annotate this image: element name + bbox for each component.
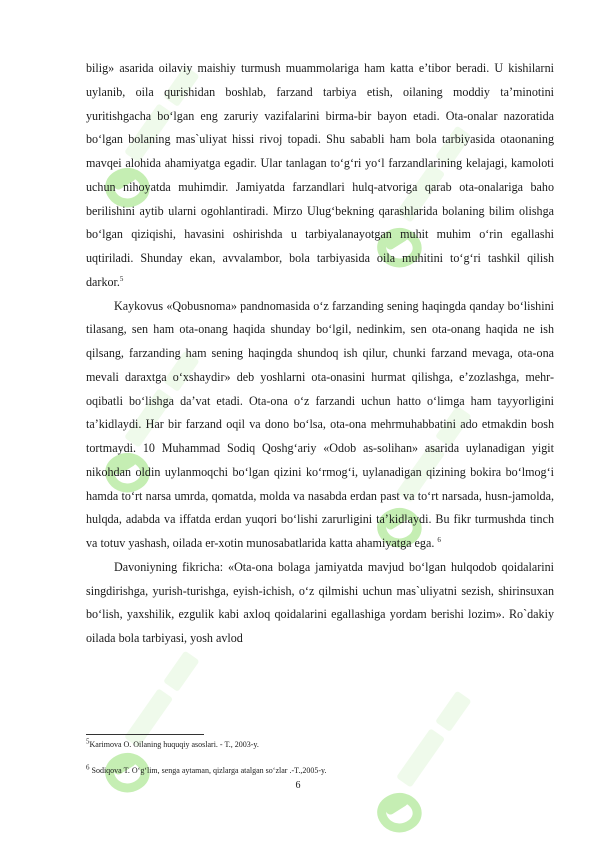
- footnote-item: [86, 739, 554, 751]
- paragraph-text: bilig» asarida oilaviy maishiy turmush muammolariga ham katta e’tibor beradi. U kishilarni uylanib, oila qurishidan boshlab, farzand tarbiya etish, oilaning moddiy ta’minotini yuritishgacha bo‘lgan eng zaruriy vazifalarini birma-bir bayon etadi. Ota-onalar nazoratida bo‘lgan bolaning mas`uliyat hissi rivoj topadi. Shu sababli ham bola tarbiyasida otaonaning mavqei alohida ahamiyatga egadir. Ular tanlagan to‘g‘ri yo‘l farzandlarining kelajagi, kamoloti uchun nihoyatda muhimdir. Jamiyatda farzandlari hulq-atvoriga qarab ota-onalariga baho berilishini aytib ularni ogohlantiradi. Mirzo Ulug‘bekning qarashlarida bolaning bilim olishga bo‘lgan qiziqishi, havasini oshirishda u tarbiyalanayotgan muhit muhim o‘rin egallashi uqtiriladi. Shunday ekan, avvalambor, bola tarbiyasida oila muhitini to‘g‘ri tashkil qilish darkor.: [86, 61, 554, 289]
- footnote-item: [86, 765, 554, 777]
- footnote-marker: 6: [86, 763, 90, 772]
- footnote-ref[interactable]: 6: [437, 535, 441, 544]
- paragraph-text: Kaykovus «Qobusnoma» pandnomasida o‘z farzanding sening haqingda qanday bo‘lishini tilasang, sen ham ota-onang haqida shunday bo‘lgil, nedinkim, sen ota-onang haqida ne ish qilsang, farzanding ham sening haqingda shundoq ish qilur, chunki farzand mevaga, ota-ona mevali daraxtga o‘xshaydir» deb yoshlarni ota-onasini hurmat qilishga, e’zozlashga, mehr-oqibatli bo‘lishga da’vat etadi. Ota-ona o‘z farzandi uchun hatto o‘limga ham tayyorligini ta’kidlaydi. Har bir farzand oqil va dono bo‘lsa, ota-ona mehrmuhabbatini ado etmakdin bosh tortmaydi. 10 Muhammad Sodiq Qoshg‘ariy «Odob as-solihan» asarida uylanadigan yigit nikohdan oldin uylanmoqchi bo‘lgan qizini ko‘rmog‘i, uylanadigan qizining bokira bo‘lmog‘i hamda to‘rt narsa umrda, qomatda, molda va nasabda erdan past va to‘rt narsada, husn-jamolda, hulqda, adabda va iffatda erdan yuqori bo‘lishi zarurligini ta’kidlaydi. Bu fikr turmushda tinch va totuv yashash, oilada er-xotin munosabatlarida katta ahamiyatga ega.: [86, 298, 554, 550]
- paragraph: [86, 295, 554, 556]
- footnote-text: Karimova O. Oilaning huquqiy asoslari. - T., 2003-y.: [89, 740, 259, 749]
- paragraph: [86, 556, 554, 651]
- footnote-text: Sodiqova T. O‘g‘lim, senga aytaman, qizlarga atalgan so‘zlar .-T.,2005-y.: [91, 766, 327, 775]
- footnote-ref[interactable]: 5: [119, 274, 124, 283]
- footnote-divider: [86, 734, 204, 735]
- paragraph: [86, 57, 554, 295]
- page-number: 6: [295, 780, 301, 791]
- footnote-marker: 5: [86, 737, 90, 746]
- paragraph-text: Davoniyning fikricha: «Ota-ona bolaga jamiyatda mavjud bo‘lgan hulqodob qoidalarini singdirishga, yurish-turishga, eyish-ichish, o‘z qilmishi uchun mas`uliyatni sezish, shirinsuxan bo‘lish, yaxshilik, ezgulik kabi axloq qoidalarini egallashiga yordam berishi lozim». Ro`dakiy oilada bola tarbiyasi, yosh avlod: [86, 559, 554, 645]
- body-text: [86, 57, 554, 651]
